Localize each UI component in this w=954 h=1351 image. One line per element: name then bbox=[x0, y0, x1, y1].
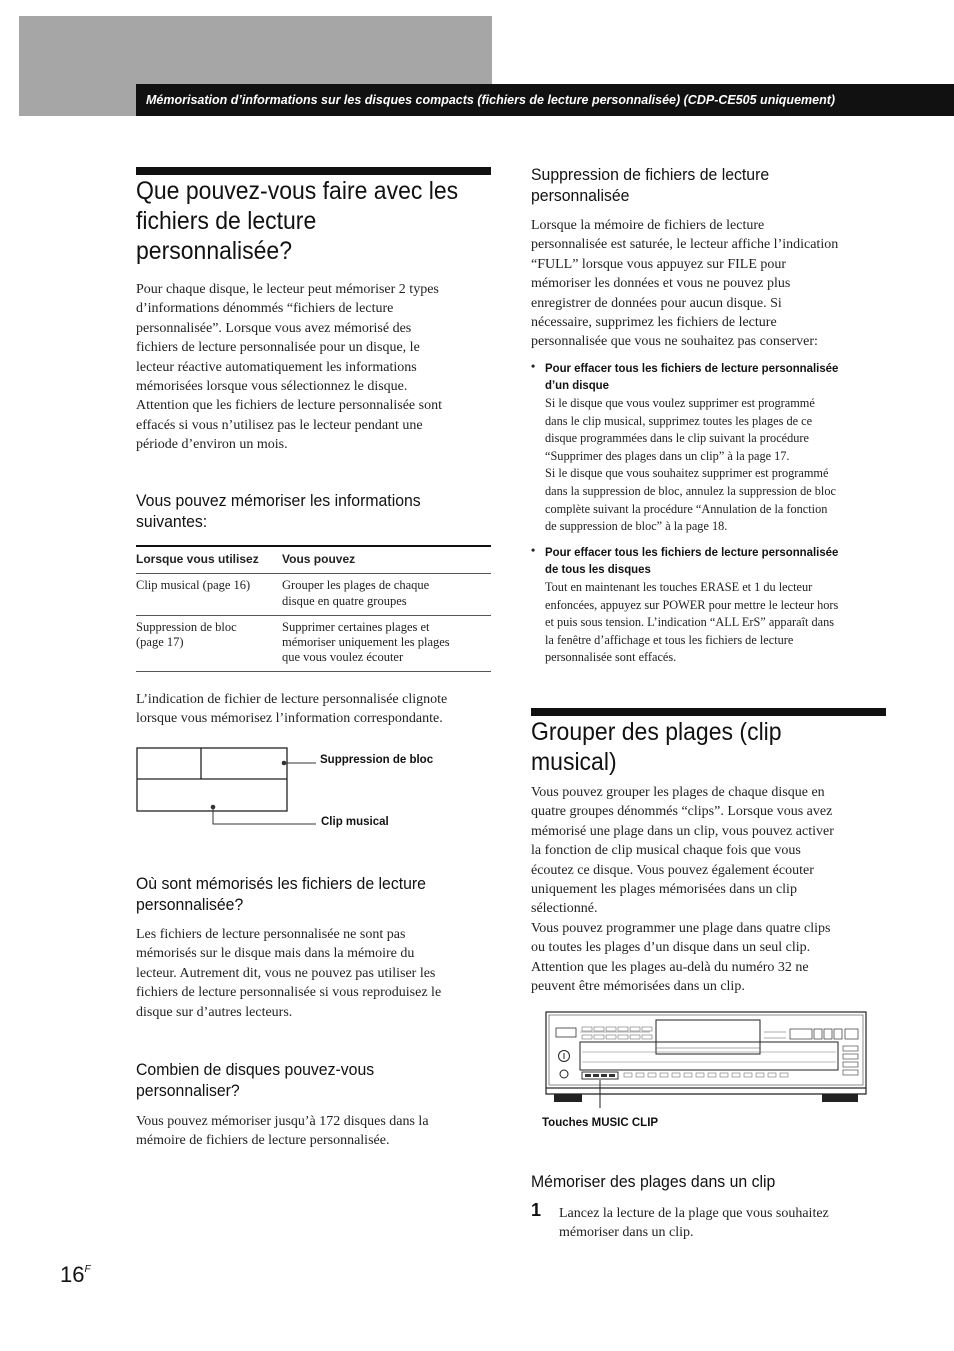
heading-line: Combien de disques pouvez-vous bbox=[136, 1060, 375, 1079]
text-line: mémoriser les données et vous ne pouvez plus bbox=[531, 276, 791, 292]
table-rule bbox=[136, 615, 491, 616]
text-line: mémorisés sur le disque mais dans la mémoire du bbox=[136, 946, 415, 962]
text-line: Si le disque que vous souhaitez supprimer est programmé bbox=[545, 466, 829, 481]
text-line: effacés si vous n’utilisez pas le lecteur pendant une bbox=[136, 417, 423, 433]
cell-line: (page 17) bbox=[136, 635, 184, 649]
running-header: Mémorisation d’informations sur les disques compacts (fichiers de lecture personnalisée) (CDP-CE505 uniquement) bbox=[136, 84, 954, 116]
heading-line: de tous les disques bbox=[545, 562, 651, 576]
text-line: période d’environ un mois. bbox=[136, 437, 288, 453]
cell-line: mémoriser uniquement les plages bbox=[282, 635, 450, 649]
table-header-row bbox=[136, 552, 491, 572]
table-cell bbox=[282, 620, 450, 665]
text-line: personnalisée est saturée, le lecteur affiche l’indication bbox=[531, 237, 839, 253]
text-line: personnalisée”. Lorsque vous avez mémorisé des bbox=[136, 320, 412, 336]
text-line: Pour chaque disque, le lecteur peut mémoriser 2 types bbox=[136, 282, 439, 297]
section-heading bbox=[136, 873, 426, 915]
text-line: Attention que les fichiers de lecture personnalisée sont bbox=[136, 398, 442, 414]
text-line: Attention que les plages au-delà du numéro 32 ne bbox=[531, 959, 809, 975]
info-table bbox=[136, 552, 491, 572]
text-line: personnalisée sont effacés. bbox=[545, 650, 677, 665]
bullet-title bbox=[545, 360, 838, 394]
table-cell bbox=[282, 578, 429, 609]
text-line: la fenêtre d’affichage et tous les fichiers de lecture bbox=[545, 632, 794, 647]
page-number-value: 16 bbox=[60, 1262, 85, 1287]
title-rule bbox=[531, 708, 886, 716]
text-line: Les fichiers de lecture personnalisée ne sont pas bbox=[136, 927, 406, 942]
text-line: nécessaire, supprimez les fichiers de lecture bbox=[531, 315, 777, 331]
text-line: Si le disque que vous voulez supprimer est programmé bbox=[545, 396, 815, 410]
main-title-left bbox=[136, 176, 458, 266]
text-line: lecteur. Autrement dit, vous ne pouvez pas utiliser les bbox=[136, 965, 436, 981]
bullet-marker: • bbox=[531, 543, 536, 557]
text-line: Lancez la lecture de la plage que vous souhaitez bbox=[559, 1206, 829, 1221]
table-cell bbox=[136, 620, 237, 650]
title-rule bbox=[136, 167, 491, 175]
text-line: ou toutes les plages d’un disque dans un seul clip. bbox=[531, 940, 811, 956]
text-line: fichiers de lecture personnalisée si vous reproduisez le bbox=[136, 985, 442, 1001]
main-title-right bbox=[531, 717, 782, 777]
text-line: mémoriser dans un clip. bbox=[559, 1225, 694, 1241]
title-line: musical) bbox=[531, 748, 617, 776]
page-number-suffix: F bbox=[84, 1264, 91, 1275]
title-line: Que pouvez-vous faire avec les bbox=[136, 177, 459, 205]
heading-line: d’un disque bbox=[545, 378, 609, 392]
text-line: Vous pouvez programmer une plage dans quatre clips bbox=[531, 920, 831, 936]
section-heading bbox=[136, 1059, 374, 1101]
diagram-label-block-skip: Suppression de bloc bbox=[320, 754, 434, 766]
step-text bbox=[559, 1204, 889, 1243]
column-header: Lorsque vous utilisez bbox=[136, 552, 259, 566]
text-line: Lorsque la mémoire de fichiers de lecture bbox=[531, 218, 765, 233]
cell-line: Suppression de bloc bbox=[136, 620, 237, 634]
table-top-rule bbox=[136, 545, 491, 547]
text-line: L’indication de fichier de lecture personnalisée clignote bbox=[136, 692, 448, 707]
title-line: Grouper des plages (clip bbox=[531, 718, 782, 746]
cell-line: que vous voulez écouter bbox=[282, 650, 404, 664]
title-line: personnalisée? bbox=[136, 237, 293, 265]
text-line: mémorisées lorsque vous sélectionnez le disque. bbox=[136, 379, 408, 395]
column-header: Vous pouvez bbox=[282, 552, 356, 566]
music-clip-buttons-label: Touches MUSIC CLIP bbox=[542, 1117, 659, 1129]
text-line: Vous pouvez grouper les plages de chaque disque en bbox=[531, 785, 825, 800]
bullet-body bbox=[545, 579, 890, 667]
heading-line: personnalisée? bbox=[136, 895, 244, 914]
table-rule bbox=[136, 573, 491, 574]
table-cell bbox=[136, 578, 250, 594]
text-line: “Supprimer des plages dans un clip” à la page 17. bbox=[545, 448, 790, 463]
table-bottom-rule bbox=[136, 671, 491, 672]
heading-line: Suppression de fichiers de lecture bbox=[531, 165, 770, 184]
intro-paragraph bbox=[136, 280, 496, 455]
text-line: disque programmées dans le clip suivant la procédure bbox=[545, 431, 809, 446]
cell-line: Clip musical (page 16) bbox=[136, 578, 251, 592]
text-line: enfoncées, appuyez sur POWER pour mettre le lecteur hors bbox=[545, 597, 839, 612]
bullet-title bbox=[545, 544, 838, 578]
text-line: “FULL” lorsque vous appuyez sur FILE pour bbox=[531, 256, 787, 272]
capacity-paragraph bbox=[136, 1112, 496, 1151]
heading-line: suivantes: bbox=[136, 512, 208, 531]
text-line: mémoire de fichiers de lecture personnalisée. bbox=[136, 1133, 390, 1149]
text-line: lorsque vous mémorisez l’information correspondante. bbox=[136, 711, 443, 727]
text-line: de suppression de bloc” à la page 18. bbox=[545, 519, 728, 534]
bullet-body bbox=[545, 395, 890, 536]
text-line: personnalisée que vous ne souhaitez pas conserver: bbox=[531, 334, 818, 350]
display-diagram bbox=[136, 745, 496, 840]
text-line: la fonction de clip musical chaque fois que vous bbox=[531, 843, 801, 859]
heading-line: personnalisée bbox=[531, 186, 630, 205]
step-number: 1 bbox=[531, 1200, 542, 1220]
text-line: uniquement les plages mémorisées dans un clip bbox=[531, 882, 797, 898]
heading-line: Où sont mémorisés les fichiers de lecture bbox=[136, 874, 426, 893]
diagram-label-music-clip: Clip musical bbox=[321, 816, 389, 828]
cell-line: Supprimer certaines plages et bbox=[282, 620, 430, 634]
text-line: et puis sous tension. L’indication “ALL ErS” apparaît dans bbox=[545, 615, 835, 630]
text-line: mémorisé une plage dans un clip, vous pouvez activer bbox=[531, 823, 834, 839]
text-line: quatre groupes dénommés “clips”. Lorsque vous avez bbox=[531, 804, 833, 820]
cell-line: disque en quatre groupes bbox=[282, 593, 407, 608]
text-line: d’informations dénommés “fichiers de lecture bbox=[136, 301, 394, 317]
text-line: disque sur d’autres lecteurs. bbox=[136, 1004, 293, 1020]
cell-line: Grouper les plages de chaque bbox=[282, 578, 430, 592]
page-number bbox=[60, 1262, 91, 1288]
text-line: Tout en maintenant les touches ERASE et 1 du lecteur bbox=[545, 580, 813, 594]
text-line: peuvent être mémorisées dans un clip. bbox=[531, 979, 745, 995]
storage-paragraph bbox=[136, 925, 496, 1022]
text-line: enregistrer de données pour aucun disque. Si bbox=[531, 295, 782, 311]
text-line: complète suivant la procédure “Annulation de la fonction bbox=[545, 501, 828, 516]
cd-player-illustration bbox=[540, 1008, 875, 1108]
heading-line: Pour effacer tous les fichiers de lecture personnalisée bbox=[545, 361, 839, 375]
text-line: dans la suppression de bloc, annulez la suppression de bloc bbox=[545, 483, 836, 498]
music-clip-paragraph bbox=[531, 783, 891, 996]
section-heading bbox=[531, 164, 769, 206]
section-heading: Mémoriser des plages dans un clip bbox=[531, 1172, 776, 1191]
heading-line: Pour effacer tous les fichiers de lecture personnalisée bbox=[545, 545, 839, 559]
blink-note bbox=[136, 690, 496, 729]
text-line: Vous pouvez mémoriser jusqu’à 172 disques dans la bbox=[136, 1114, 429, 1129]
section-heading bbox=[136, 490, 421, 532]
text-line: écoutez ce disque. Vous pouvez également écouter bbox=[531, 862, 814, 878]
deletion-paragraph bbox=[531, 216, 891, 352]
text-line: lecteur réactive automatiquement les informations bbox=[136, 359, 417, 375]
text-line: dans le clip musical, supprimez toutes les plages de ce bbox=[545, 413, 813, 428]
heading-line: Vous pouvez mémoriser les informations bbox=[136, 491, 421, 510]
title-line: fichiers de lecture bbox=[136, 207, 317, 235]
text-line: sélectionné. bbox=[531, 901, 598, 917]
text-line: fichiers de lecture personnalisée pour un disque, le bbox=[136, 340, 420, 356]
bullet-marker: • bbox=[531, 359, 536, 373]
heading-line: personnaliser? bbox=[136, 1081, 240, 1100]
